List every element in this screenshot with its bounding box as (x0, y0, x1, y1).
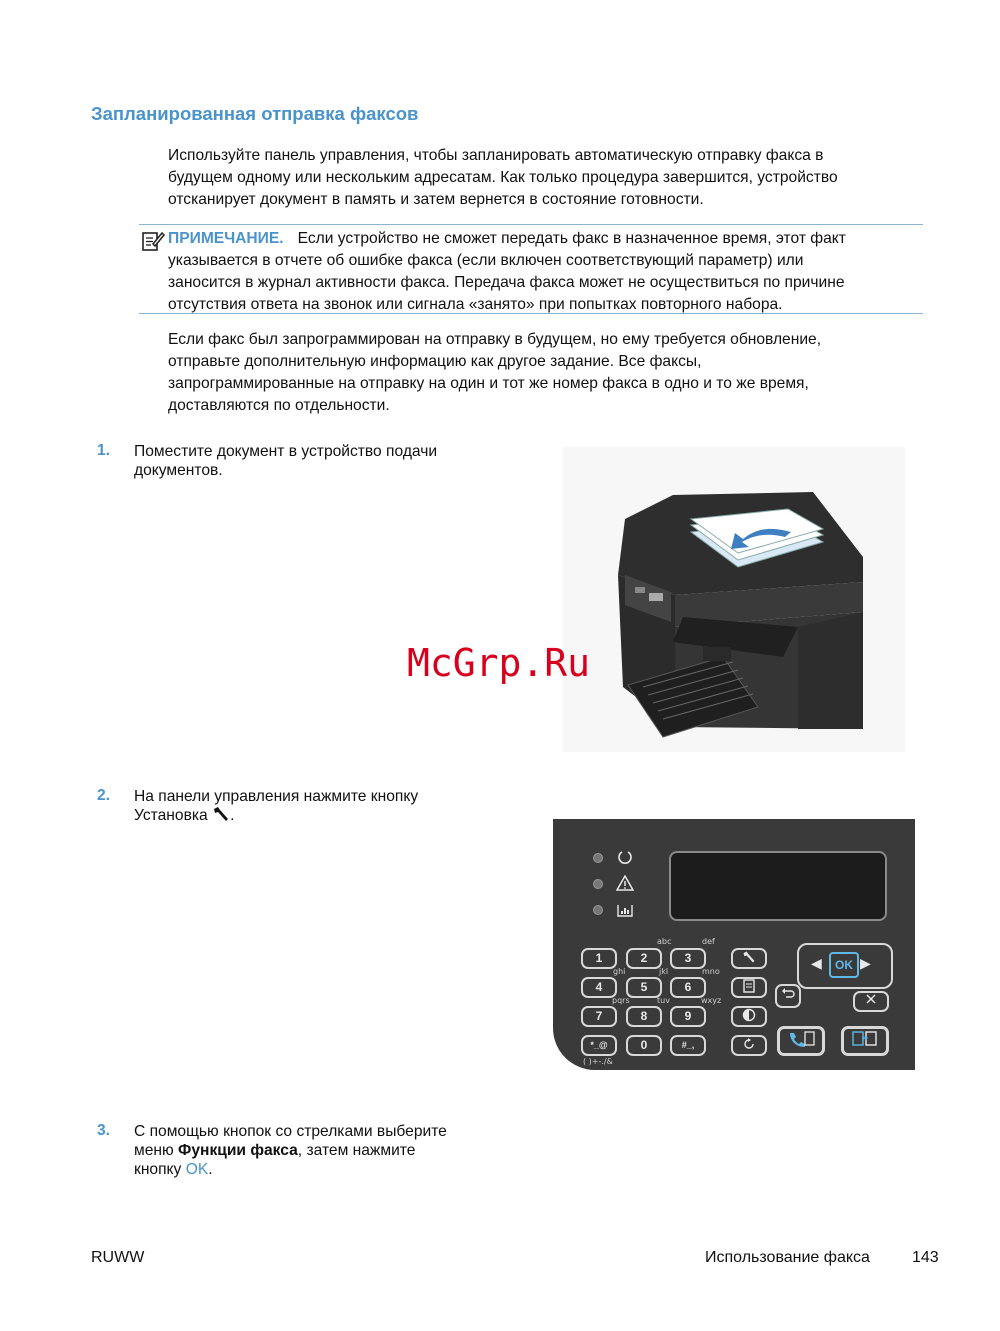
key-7: 7 (581, 1006, 617, 1027)
key-letters-wxyz: wxyz (701, 996, 722, 1005)
note-top-rule (139, 224, 923, 225)
key-0: 0 (626, 1035, 662, 1056)
section-title: Запланированная отправка факсов (91, 103, 419, 124)
key-9: 9 (670, 1006, 706, 1027)
ready-led (593, 853, 603, 863)
step-3-text-button: кнопку (134, 1161, 186, 1178)
key-6: 6 (670, 977, 706, 998)
ok-button-reference: OK (185, 1161, 209, 1178)
step-3-line (134, 1141, 484, 1160)
power-icon (617, 849, 633, 868)
symbols-label: ( )+-./& (583, 1057, 613, 1066)
cancel-key (853, 991, 889, 1012)
control-panel-illustration (553, 819, 915, 1070)
fax-memory-icon (617, 902, 633, 923)
watermark: McGrp.Ru (407, 641, 591, 685)
step-3-period: . (208, 1161, 213, 1178)
send-fax-key (777, 1026, 825, 1056)
page-number: 143 (912, 1249, 939, 1266)
setup-key (731, 948, 767, 969)
step-1-line: Поместите документ в устройство подачи (134, 443, 438, 460)
body-line: Если факс был запрограммирован на отправку в будущем, но ему требуется обновление, (168, 331, 822, 348)
note-line: отсутствия ответа на звонок или сигнала «занято» при попытках повторного набора. (168, 296, 783, 313)
key-5: 5 (626, 977, 662, 998)
note-label: ПРИМЕЧАНИЕ. (168, 230, 284, 247)
intro-line: Используйте панель управления, чтобы запланировать автоматическую отправку факса в (168, 147, 824, 164)
right-arrow-icon: ▶ (860, 955, 871, 971)
step-2-period: . (230, 807, 235, 824)
step-2-line (134, 806, 484, 825)
lcd-display (669, 851, 887, 921)
key-hash: #_, (670, 1035, 706, 1056)
step-3-text (134, 1122, 484, 1179)
step-2-number: 2. (97, 787, 111, 804)
back-key (775, 984, 801, 1008)
redial-key (731, 1035, 767, 1056)
ok-button-illustration: OK (829, 952, 859, 978)
left-arrow-icon: ◀ (811, 955, 822, 971)
note-line: указывается в отчете об ошибке факса (если включен соответствующий параметр) или (168, 252, 804, 269)
step-2-text (134, 787, 484, 825)
fax-book-key (731, 977, 767, 998)
step-3-text-pre: меню (134, 1142, 179, 1159)
note-bottom-rule (139, 313, 923, 314)
body-line: доставляются по отдельности. (168, 397, 390, 414)
step-1-text (134, 442, 484, 480)
key-star: *_@ (581, 1035, 617, 1056)
key-3: 3 (670, 948, 706, 969)
key-1: 1 (581, 948, 617, 969)
note-first-line (168, 228, 928, 250)
fax-led (593, 905, 603, 915)
body-line: отправьте дополнительную информацию как другое задание. Все факсы, (168, 353, 702, 370)
note-line: заносится в журнал активности факса. Передача факса может не осуществиться по причине (168, 274, 845, 291)
note-text: Если устройство не сможет передать факс в назначенное время, этот факт (297, 230, 846, 247)
intro-line: будущем одному или нескольким адресатам. Как только процедура завершится, устройство (168, 169, 838, 186)
key-letters-mno: mno (702, 967, 720, 976)
intro-line: отсканирует документ в память и затем вернется в состояние готовности. (168, 191, 704, 208)
body-line: запрограммированные на отправку на один и тот же номер факса в одно и то же время, (168, 375, 809, 392)
key-letters-pqrs: pqrs (612, 996, 630, 1005)
step-3-line: С помощью кнопок со стрелками выберите (134, 1123, 447, 1140)
key-2: 2 (626, 948, 662, 969)
step-1-number: 1. (97, 442, 111, 459)
note-block (168, 228, 928, 316)
key-4: 4 (581, 977, 617, 998)
key-letters-def: def (702, 937, 715, 946)
body-paragraph (168, 329, 928, 417)
setup-label: Установка (134, 807, 208, 824)
step-1-line: документов. (134, 462, 223, 479)
step-3-number: 3. (97, 1122, 111, 1139)
fax-functions-menu: Функции факса (178, 1142, 298, 1159)
key-letters-jkl: jkl (659, 967, 669, 976)
key-letters-ghi: ghi (613, 967, 626, 976)
warning-icon (616, 875, 634, 896)
key-letters-tuv: tuv (657, 996, 670, 1005)
attention-led (593, 879, 603, 889)
step-3-text-post: , затем нажмите (297, 1142, 416, 1159)
wrench-icon (212, 806, 230, 822)
start-copy-key (841, 1026, 889, 1056)
intro-paragraph (168, 145, 928, 211)
key-letters-abc: abc (657, 937, 672, 946)
step-2-line: На панели управления нажмите кнопку (134, 788, 419, 805)
footer-left: RUWW (91, 1249, 145, 1266)
contrast-key (731, 1006, 767, 1027)
printer-illustration (563, 447, 905, 752)
note-pencil-icon (141, 229, 165, 253)
step-3-line (134, 1160, 484, 1179)
footer-chapter: Использование факса (705, 1249, 870, 1266)
key-8: 8 (626, 1006, 662, 1027)
